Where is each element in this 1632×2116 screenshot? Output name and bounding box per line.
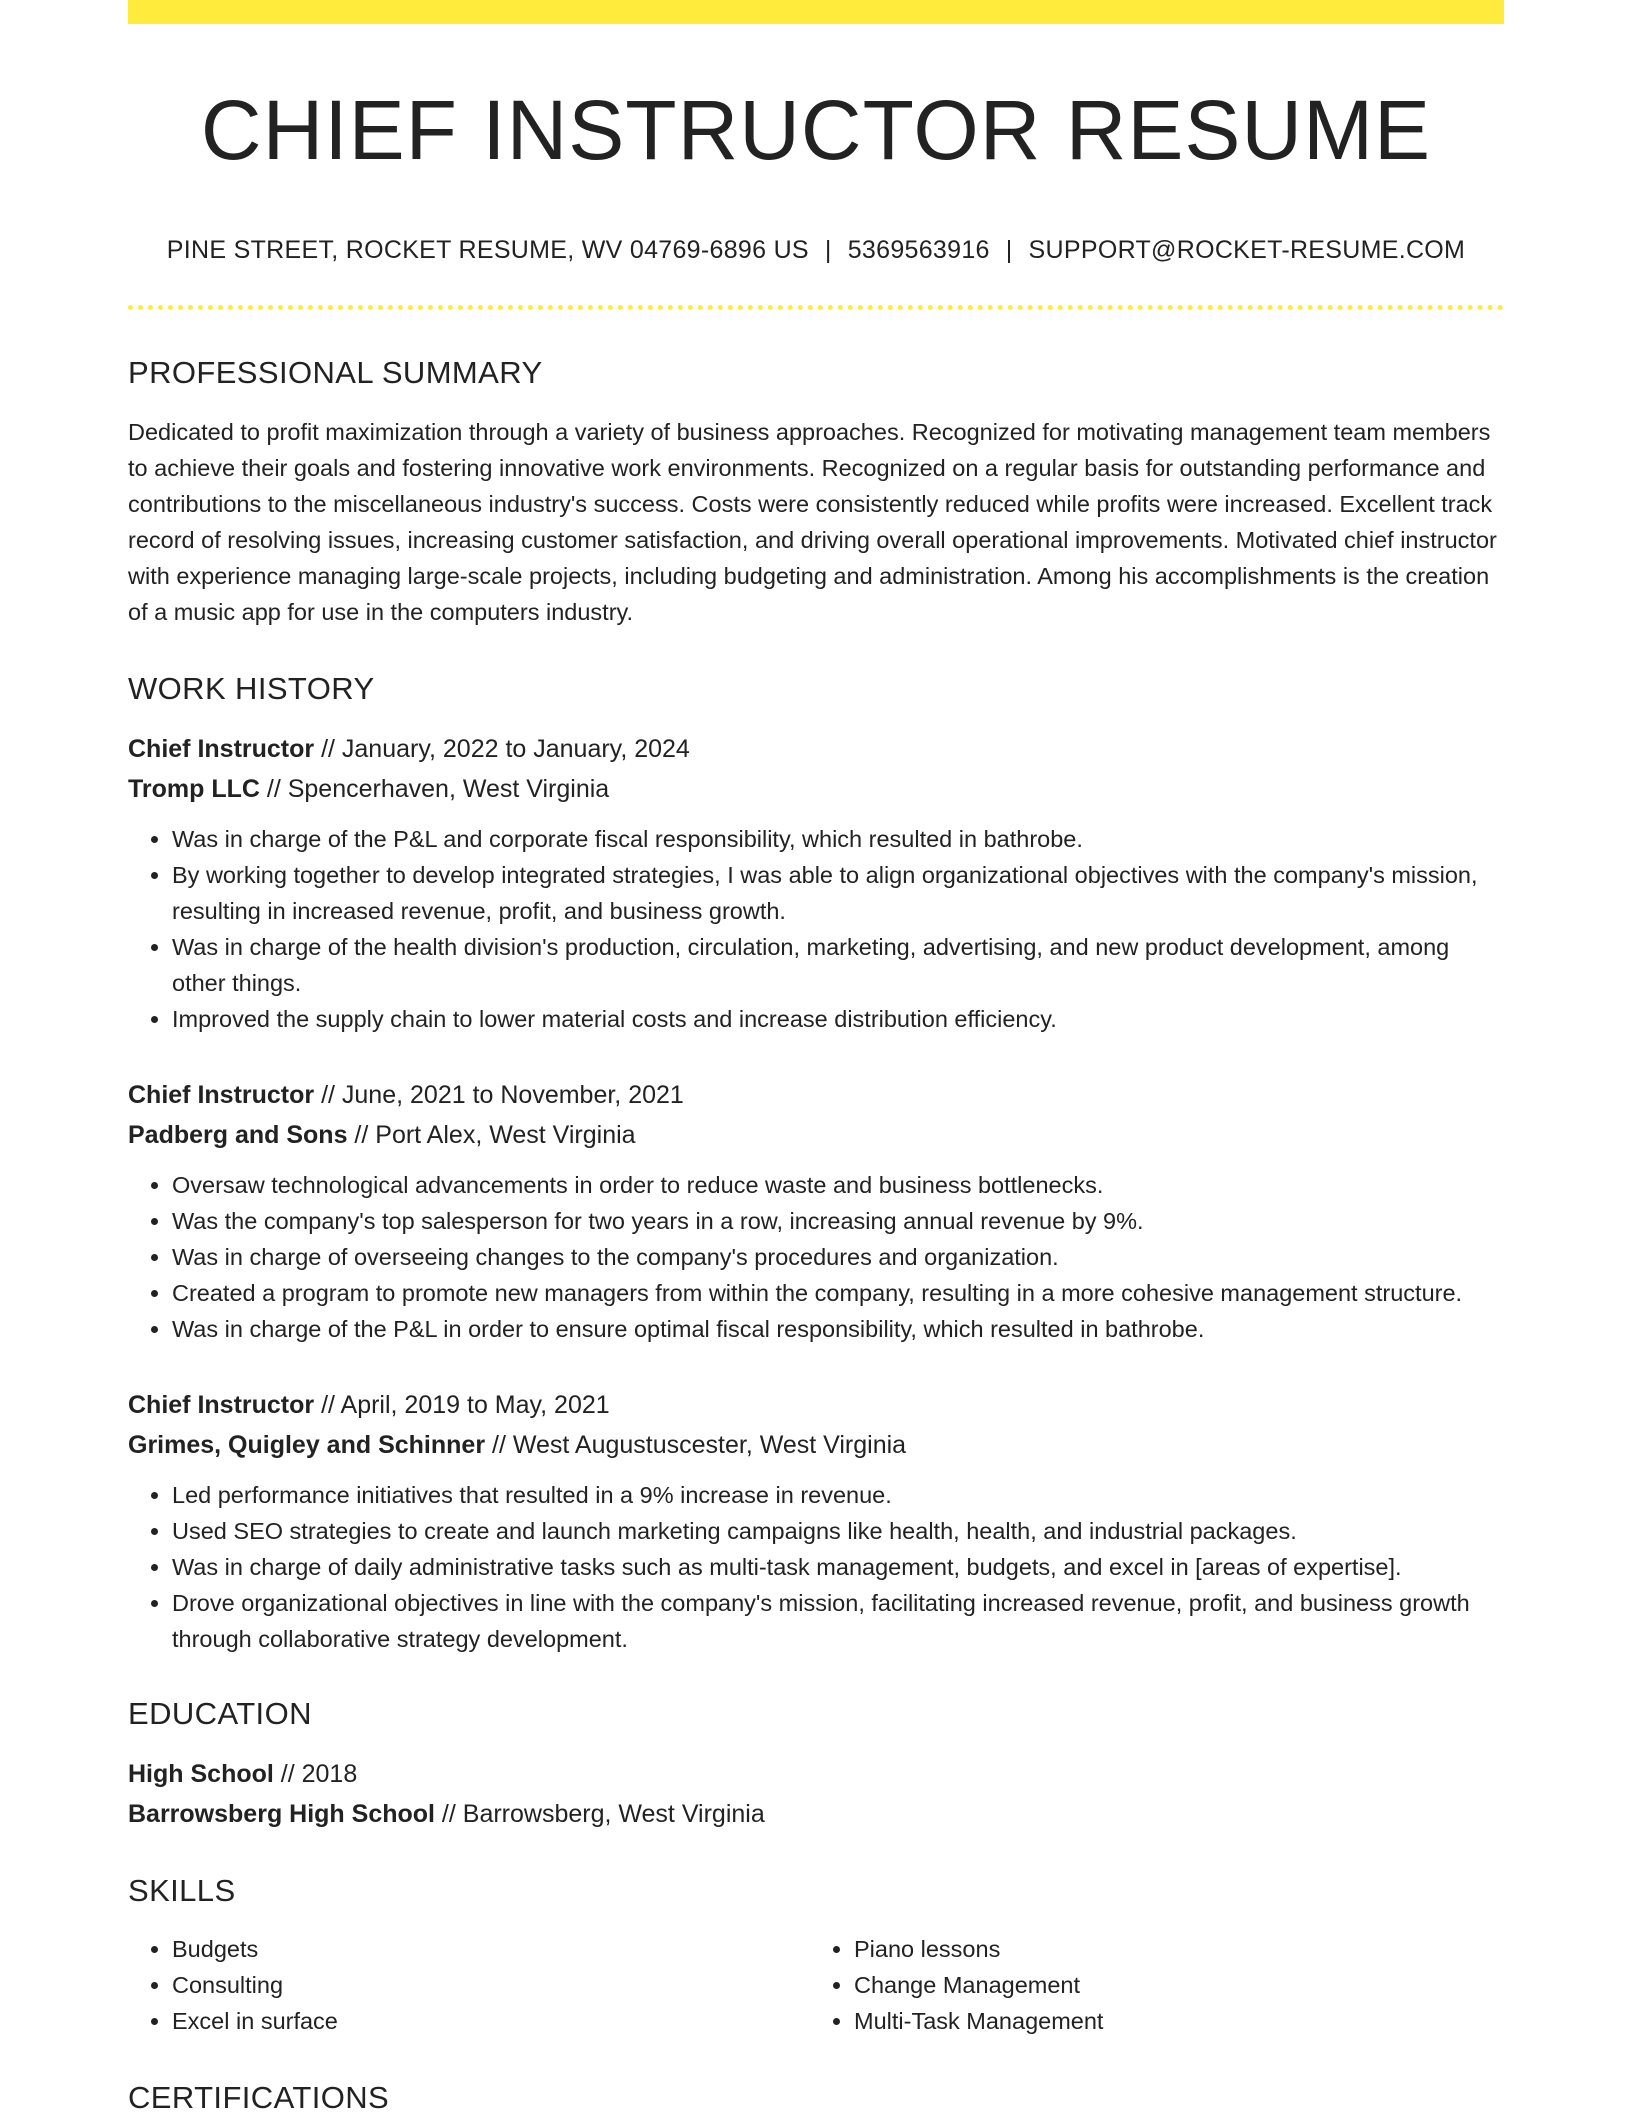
job-bullet: • Was in charge of the health division's production, circulation, marketing, advertising, and new product development, among other things. [172,929,1504,1001]
contact-line [128,236,1504,265]
resume-title: CHIEF INSTRUCTOR RESUME [200,83,1432,177]
job-bullet: • Was in charge of overseeing changes to the company's procedures and organization. [172,1239,1504,1275]
contact-address: PINE STREET, ROCKET RESUME, WV 04769-6896 US [166,236,809,265]
skills-column-right [804,1931,1486,2039]
job-title-line [128,1385,1504,1425]
job-bullet: • Was the company's top salesperson for two years in a row, increasing annual revenue by 9%. [172,1203,1504,1239]
skill-item: • Consulting [172,1967,804,2003]
education-year: // 2018 [273,1759,358,1788]
job-bullets [128,1477,1504,1657]
skills-column-left [128,1931,804,2039]
job-bullet: • Used SEO strategies to create and launch marketing campaigns like health, health, and industrial packages. [172,1513,1504,1549]
job-role: Chief Instructor [128,734,315,763]
job-dates: // January, 2022 to January, 2024 [314,734,690,763]
skill-item: • Excel in surface [172,2003,804,2039]
job-location: // Spencerhaven, West Virginia [259,774,610,803]
section-title-certifications: CERTIFICATIONS [128,2080,390,2116]
section-title-summary: PROFESSIONAL SUMMARY [128,355,543,391]
contact-phone: 5369563916 [847,236,990,265]
job-company-line [128,769,1504,809]
job-bullet: • By working together to develop integrated strategies, I was able to align organizational objectives with the company's mission, resulting in increased revenue, profit, and business growth. [172,857,1504,929]
section-title-education: EDUCATION [128,1695,312,1731]
section-title-work-history: WORK HISTORY [128,670,375,706]
job-bullet: • Was in charge of the P&L in order to ensure optimal fiscal responsibility, which resulted in bathrobe. [172,1311,1504,1347]
job-company: Tromp LLC [128,774,260,803]
skill-item: • Piano lessons [854,1931,1486,1967]
education-school-line [128,1794,1504,1834]
summary-text: Dedicated to profit maximization through a variety of business approaches. Recognized for motivating management team members to achieve their goals and fostering innovative work environments. Recognized on a regular basis for outstanding performance and contributions to the miscellaneous industry's success. Costs were consistently reduced while profits were increased. Excellent track record of resolving issues, increasing customer satisfaction, and driving overall operational improvements. Motivated chief instructor with experience managing large-scale projects, including budgeting and administration. Among his accomplishments is the creation of a music app for use in the computers industry. [128,418,1497,625]
education-entry [128,1754,1504,1834]
skills-list [128,1931,1504,2039]
job-bullet: • Improved the supply chain to lower material costs and increase distribution efficiency. [172,1001,1504,1037]
job-bullet: • Oversaw technological advancements in order to reduce waste and business bottlenecks. [172,1167,1504,1203]
contact-separator: | [1005,236,1013,265]
job-bullets [128,1167,1504,1347]
education-school: Barrowsberg High School [128,1799,435,1828]
job-entry [128,1075,1504,1347]
job-bullet: • Led performance initiatives that resulted in a 9% increase in revenue. [172,1477,1504,1513]
job-location: // West Augustuscester, West Virginia [485,1430,907,1459]
job-title-line [128,729,1504,769]
section-title-skills: SKILLS [128,1872,236,1908]
education-degree: High School [128,1759,274,1788]
education-degree-line [128,1754,1504,1794]
contact-separator: | [824,236,832,265]
job-bullet: • Created a program to promote new managers from within the company, resulting in a more cohesive management structure. [172,1275,1504,1311]
education-location: // Barrowsberg, West Virginia [434,1799,765,1828]
skill-item: • Multi-Task Management [854,2003,1486,2039]
job-bullets [128,821,1504,1037]
job-bullet: • Was in charge of the P&L and corporate fiscal responsibility, which resulted in bathrobe. [172,821,1504,857]
skill-item: • Budgets [172,1931,804,1967]
contact-email: SUPPORT@ROCKET-RESUME.COM [1028,236,1466,265]
job-dates: // April, 2019 to May, 2021 [314,1390,610,1419]
top-accent-bar [128,0,1504,24]
job-entry [128,729,1504,1037]
job-company-line [128,1115,1504,1155]
skill-item: • Change Management [854,1967,1486,2003]
dotted-divider [128,305,1504,310]
job-company: Grimes, Quigley and Schinner [128,1430,486,1459]
job-role: Chief Instructor [128,1390,315,1419]
job-bullet: • Drove organizational objectives in line with the company's mission, facilitating increased revenue, profit, and business growth through collaborative strategy development. [172,1585,1504,1657]
job-company-line [128,1425,1504,1465]
job-entry [128,1385,1504,1657]
job-company: Padberg and Sons [128,1120,348,1149]
job-bullet: • Was in charge of daily administrative tasks such as multi-task management, budgets, and excel in [areas of expertise]. [172,1549,1504,1585]
job-role: Chief Instructor [128,1080,315,1109]
resume-page [128,0,1504,2116]
job-location: // Port Alex, West Virginia [347,1120,636,1149]
job-dates: // June, 2021 to November, 2021 [314,1080,684,1109]
job-title-line [128,1075,1504,1115]
